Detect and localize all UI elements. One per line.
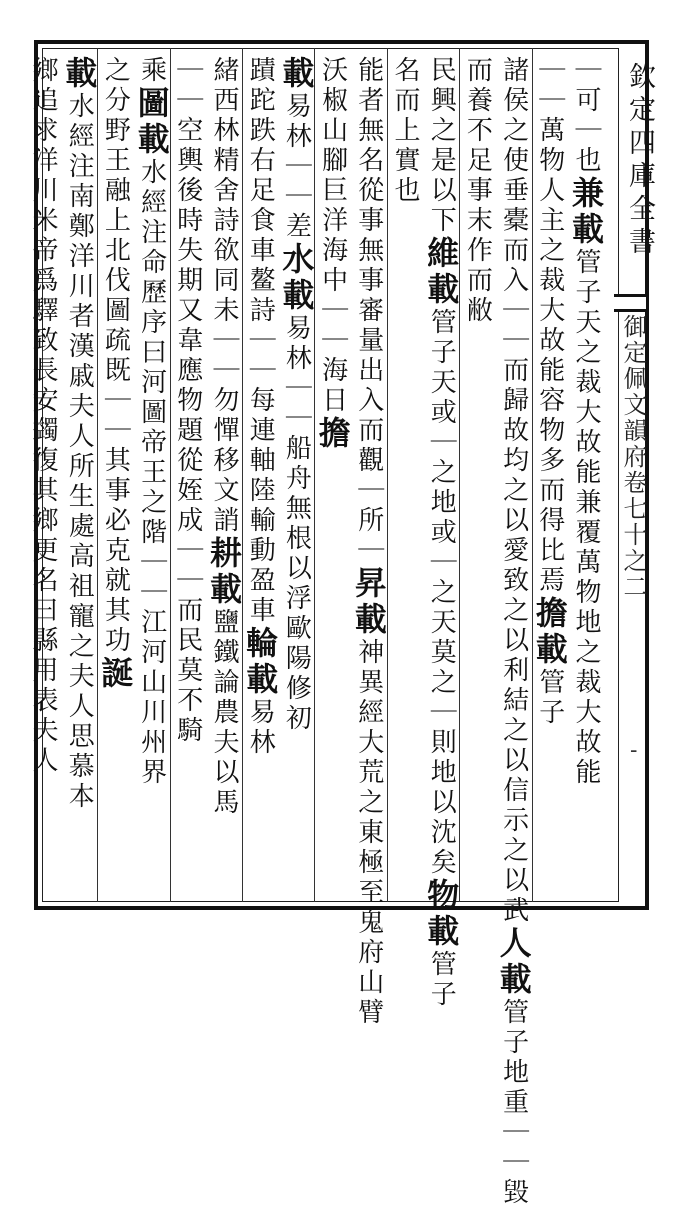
column-separator bbox=[314, 48, 315, 902]
column-separator bbox=[532, 48, 533, 902]
headword: 輪載 bbox=[241, 626, 280, 698]
text-segment: 易林｜｜差 bbox=[281, 92, 312, 242]
text-segment: 管子天或｜之地或｜之天莫之｜則地以沈矣 bbox=[426, 308, 457, 878]
page-edge-mark: - bbox=[630, 738, 638, 763]
text-segment: ｜｜而民莫不騎 bbox=[172, 536, 203, 746]
headword: 維載 bbox=[422, 236, 461, 308]
text-segment: 食車鳌詩｜｜每連軸陸輸動盈車 bbox=[245, 206, 276, 626]
text-column bbox=[97, 56, 133, 896]
text-column bbox=[422, 56, 461, 1010]
text-segment: 管子 bbox=[534, 668, 565, 728]
text-column bbox=[532, 56, 568, 896]
column-separator bbox=[97, 48, 98, 902]
text-segment: 能者無名從事無事審量出入而觀｜所｜ bbox=[353, 56, 384, 566]
fishtail-mark bbox=[614, 294, 646, 312]
text-segment: 乘 bbox=[136, 56, 167, 86]
headword: 載 bbox=[277, 56, 316, 92]
text-segment: 緒西林精舍詩欲同未｜｜勿憚移文誚 bbox=[208, 56, 239, 536]
book-title: 欽定四庫全書 bbox=[624, 62, 655, 260]
headword: 昇載 bbox=[349, 566, 388, 638]
text-segment: 諸侯之使垂橐而入｜｜而歸故均之以愛致之以利結之以信示之以武 bbox=[498, 56, 529, 926]
headword: 擔 bbox=[313, 416, 352, 452]
headword: 圖載 bbox=[132, 86, 171, 158]
headword: 兼載 bbox=[566, 176, 605, 248]
text-segment: 鹽鐵論農夫以馬 bbox=[208, 608, 239, 818]
text-column bbox=[242, 56, 278, 896]
text-column bbox=[494, 56, 533, 1208]
text-segment: ｜｜空輿後時失期又韋應物題從姪成 bbox=[172, 56, 203, 536]
text-segment: 易林 bbox=[245, 698, 276, 758]
text-segment: 名而上實也 bbox=[389, 56, 420, 206]
text-segment: 民興之是以下 bbox=[426, 56, 457, 236]
text-column bbox=[25, 56, 61, 896]
column-separator bbox=[459, 48, 460, 902]
text-column bbox=[170, 56, 206, 896]
headword: 水載 bbox=[277, 242, 316, 314]
column-separator bbox=[170, 48, 171, 902]
text-column bbox=[387, 56, 423, 896]
text-column bbox=[568, 56, 604, 896]
text-segment: 水經注南鄭洋川者漢戚夫人所生處高祖寵之夫人思慕本 bbox=[64, 92, 95, 812]
text-column bbox=[459, 56, 495, 896]
text-segment: 而養不足事末作而敝 bbox=[462, 56, 493, 326]
headword: 耕載 bbox=[204, 536, 243, 608]
text-segment: 蹟跎跌右足 bbox=[245, 56, 276, 206]
text-segment: 鄉追求洋川米帝爲驛致長安蠲復其鄉更名曰縣用表夫人 bbox=[27, 56, 58, 776]
text-column bbox=[206, 56, 242, 896]
headword: 載 bbox=[60, 56, 99, 92]
text-segment: 管子天之裁大故能兼覆萬物地之裁大故能 bbox=[570, 248, 601, 788]
text-segment: 管子地重｜｜毀 bbox=[498, 998, 529, 1208]
text-segment: 水經注命歷序曰河圖帝王之階｜｜江河山川州界 bbox=[136, 158, 167, 788]
column-separator bbox=[387, 48, 388, 902]
text-column bbox=[61, 56, 97, 896]
page-margin bbox=[612, 48, 655, 902]
headword: 物載 bbox=[422, 878, 461, 950]
text-segment: 之分野王融上北伐圖疏既｜｜其事必克就其功 bbox=[100, 56, 131, 656]
text-column bbox=[314, 56, 350, 896]
headword: 人載 bbox=[494, 926, 533, 998]
text-column bbox=[133, 56, 169, 896]
text-segment: 沃椒山腳巨洋海中｜｜海日 bbox=[317, 56, 348, 416]
headword: 擔載 bbox=[530, 596, 569, 668]
column-separator bbox=[242, 48, 243, 902]
text-column bbox=[278, 56, 314, 896]
text-segment: 易林｜｜船舟無根以浮歐陽修初 bbox=[281, 314, 312, 734]
volume-title: 御定佩文韻府卷七十之二 bbox=[619, 314, 647, 600]
text-segment: ｜可｜也 bbox=[570, 56, 601, 176]
headword: 誕 bbox=[96, 656, 135, 692]
text-segment: ｜｜萬物人主之裁大故能容物多而得比焉 bbox=[534, 56, 565, 596]
text-segment: 神異經大荒之東極至鬼府山臂 bbox=[353, 638, 384, 1028]
text-segment: 管子 bbox=[426, 950, 457, 1010]
text-column bbox=[349, 56, 388, 1028]
